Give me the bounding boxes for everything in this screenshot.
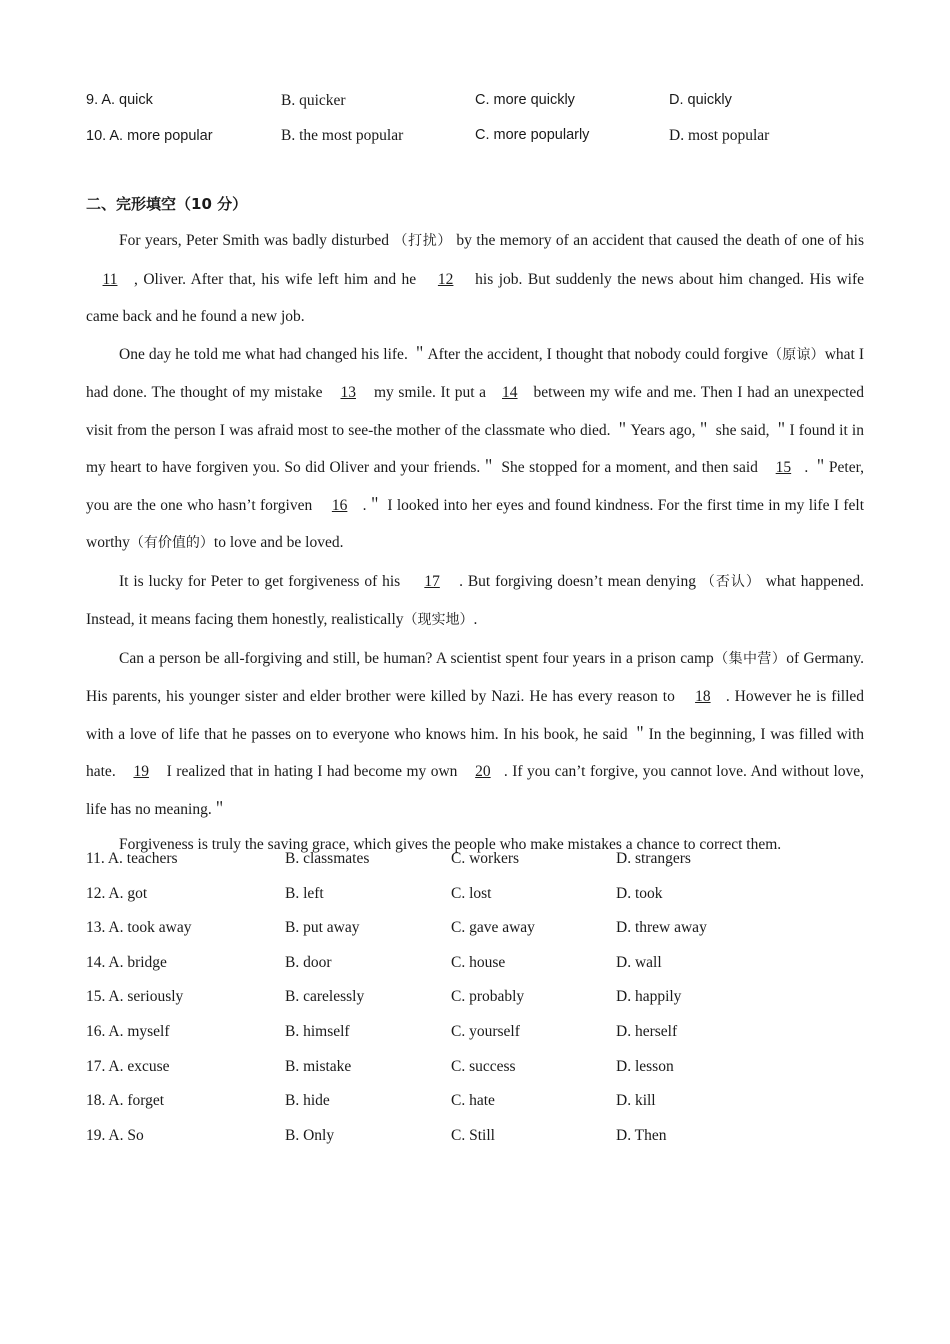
blank-12: 12 bbox=[437, 270, 454, 288]
text: I realized that in hating I had become my own bbox=[166, 763, 458, 780]
option-a: 19. A. So bbox=[86, 1126, 144, 1144]
option-d: D. happily bbox=[616, 988, 682, 1006]
text: what happened. Instead, it means facing them honestly, realistically bbox=[86, 572, 865, 628]
option-b: B. door bbox=[285, 953, 332, 971]
option-a: 16. A. myself bbox=[86, 1022, 170, 1040]
question-17-options bbox=[86, 1058, 864, 1093]
question-19-options bbox=[86, 1127, 864, 1162]
chinese-gloss: （否认） bbox=[700, 573, 761, 590]
question-11-options bbox=[86, 850, 864, 885]
option-d: D. Then bbox=[616, 1126, 667, 1144]
answer-options bbox=[86, 850, 864, 1161]
paragraph-1 bbox=[86, 222, 864, 336]
text: . But forgiving doesn’t mean denying bbox=[459, 572, 696, 590]
option-a-label: 10. A. more popular bbox=[86, 128, 213, 144]
chinese-gloss: （打扰） bbox=[393, 233, 452, 249]
option-d: D. most popular bbox=[669, 127, 770, 144]
option-a: 17. A. excuse bbox=[86, 1057, 170, 1075]
blank-18: 18 bbox=[695, 688, 711, 705]
text: One day he told me what had changed his life. ＂After the accident, I thought that nobody could forgive bbox=[119, 345, 768, 363]
option-a: 15. A. seriously bbox=[86, 988, 184, 1006]
option-a: 18. A. forget bbox=[86, 1092, 165, 1110]
text: For years, Peter Smith was badly disturbed bbox=[119, 232, 390, 249]
option-a: 9. A. quick bbox=[86, 92, 153, 108]
blank-19: 19 bbox=[133, 763, 149, 780]
text: what I had done. The thought of my mistake bbox=[86, 345, 864, 401]
option-b: B. hide bbox=[285, 1092, 330, 1110]
blank-20: 20 bbox=[475, 763, 491, 780]
chinese-gloss: （集中营） bbox=[713, 650, 787, 667]
blank-14: 14 bbox=[502, 384, 518, 401]
blank-11: 11 bbox=[102, 270, 118, 288]
question-18-options bbox=[86, 1092, 864, 1127]
question-16-options bbox=[86, 1023, 864, 1058]
text: of Germany. His parents, his younger sister and elder brother were killed by Nazi. He has every reason to bbox=[86, 649, 864, 705]
option-b: B. put away bbox=[285, 919, 360, 937]
option-b: B. himself bbox=[285, 1022, 350, 1040]
option-d: D. wall bbox=[616, 953, 662, 971]
option-c: C. success bbox=[451, 1057, 516, 1075]
text: . However he is filled with a love of life that he passes on to everyone who knows him. In his book, he said ＂In the beginning, I was filled with hate. bbox=[86, 688, 865, 780]
option-b: B. quicker bbox=[281, 92, 346, 109]
text: my smile. It put a bbox=[373, 384, 487, 401]
section-heading: 二、完形填空（10 分） bbox=[86, 195, 248, 213]
text: to love and be loved. bbox=[213, 534, 344, 551]
text: . ＂Peter, you are the one who hasn’t forgiven bbox=[86, 459, 864, 514]
paragraph-3 bbox=[86, 563, 864, 640]
text: .＂ I looked into her eyes and found kindness. For the first time in my life I felt worthy bbox=[86, 496, 865, 551]
text: . If you can’t forgive, you cannot love. And without love, life has no meaning.＂ bbox=[86, 763, 865, 818]
text: , Oliver. After that, his wife left him and he bbox=[134, 270, 417, 288]
text: It is lucky for Peter to get forgiveness of his bbox=[119, 572, 401, 590]
blank-17: 17 bbox=[424, 572, 440, 590]
option-d: D. herself bbox=[616, 1022, 678, 1040]
option-a: 13. A. took away bbox=[86, 919, 192, 937]
blank-16: 16 bbox=[331, 496, 348, 514]
cloze-passage bbox=[86, 222, 864, 862]
option-b: B. the most popular bbox=[281, 127, 404, 144]
option-c: C. workers bbox=[451, 850, 520, 867]
blank-15: 15 bbox=[775, 459, 792, 476]
question-10-options bbox=[86, 127, 864, 149]
option-c: C. probably bbox=[451, 988, 525, 1006]
question-12-options bbox=[86, 885, 864, 920]
question-14-options bbox=[86, 954, 864, 989]
question-15-options bbox=[86, 988, 864, 1023]
option-c: C. Still bbox=[451, 1126, 495, 1144]
option-c: C. more popularly bbox=[475, 127, 590, 143]
text: . bbox=[473, 611, 478, 628]
question-9-options bbox=[86, 92, 864, 114]
option-c: C. house bbox=[451, 953, 506, 971]
option-d: D. threw away bbox=[616, 919, 707, 937]
option-b: B. Only bbox=[285, 1126, 335, 1144]
chinese-gloss: （现实地） bbox=[403, 612, 474, 628]
paragraph-4 bbox=[86, 640, 864, 829]
chinese-gloss: （原谅） bbox=[767, 346, 825, 363]
option-d: D. took bbox=[616, 884, 663, 902]
option-b: B. carelessly bbox=[285, 988, 365, 1006]
option-b: B. mistake bbox=[285, 1057, 352, 1075]
option-b: B. classmates bbox=[285, 850, 370, 867]
paragraph-5: Forgiveness is truly the saving grace, which gives the people who make mistakes a chance to correct them. bbox=[119, 836, 782, 853]
option-c: C. lost bbox=[451, 884, 492, 902]
text: between my wife and me. Then I had an unexpected visit from the person I was afraid most to see-the mother of the classmate who died. ＂Years ago,＂ she said, ＂I found it in my heart to have forgiven you. So did Oliver and your friends.＂ She stopped for a moment, and then said bbox=[86, 384, 865, 476]
option-b: B. left bbox=[285, 884, 324, 902]
option-a: 11. A. teachers bbox=[86, 850, 178, 867]
option-d: D. kill bbox=[616, 1092, 656, 1110]
option-a bbox=[86, 127, 213, 145]
option-a: 12. A. got bbox=[86, 884, 148, 902]
blank-13: 13 bbox=[340, 384, 356, 401]
option-c: C. hate bbox=[451, 1092, 495, 1110]
option-d: D. strangers bbox=[616, 850, 691, 867]
option-d: D. lesson bbox=[616, 1057, 674, 1075]
option-c: C. gave away bbox=[451, 919, 535, 937]
question-13-options bbox=[86, 919, 864, 954]
option-c: C. yourself bbox=[451, 1022, 520, 1040]
text: his job. But suddenly the news about him changed. His wife came back and he found a new job. bbox=[86, 270, 865, 325]
text: by the memory of an accident that caused the death of one of his bbox=[456, 232, 865, 249]
chinese-gloss: （有价值的） bbox=[129, 535, 214, 551]
option-a: 14. A. bridge bbox=[86, 953, 167, 971]
option-d: D. quickly bbox=[669, 92, 732, 108]
text: Can a person be all-forgiving and still, be human? A scientist spent four years in a prison camp bbox=[119, 649, 714, 667]
option-c: C. more quickly bbox=[475, 92, 575, 108]
paragraph-2 bbox=[86, 336, 864, 563]
